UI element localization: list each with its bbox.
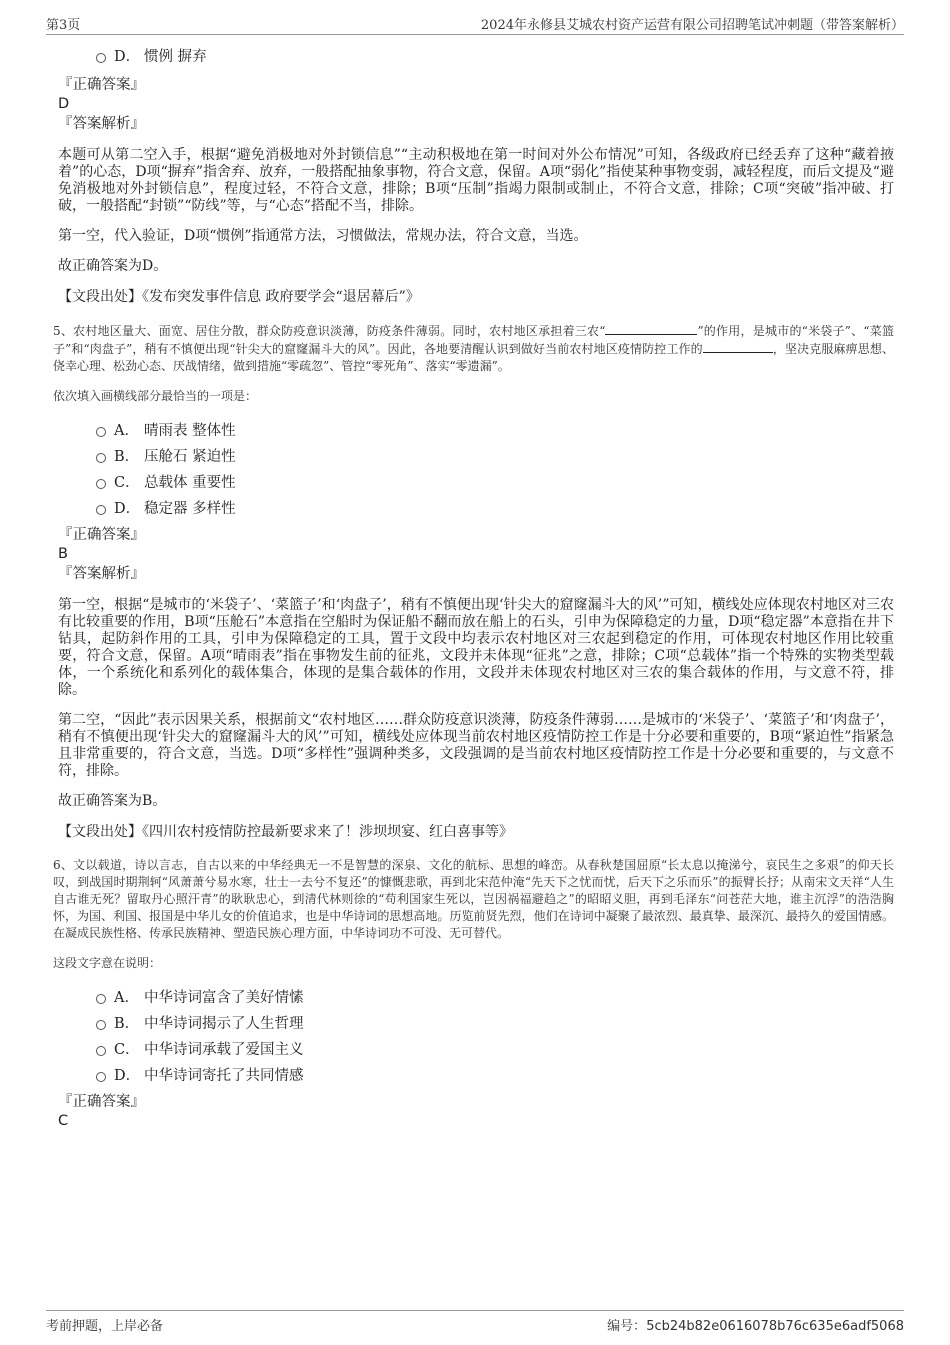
- q6-options: [58, 985, 894, 1089]
- source-title: 《四川农村疫情防控最新要求来了！涉坝坝宴、红白喜事等》: [142, 824, 513, 840]
- q6-answer: C: [58, 1113, 69, 1129]
- radio-icon[interactable]: [96, 53, 106, 63]
- option-key: B．: [114, 1016, 140, 1032]
- q5-stem-part3: ，坚决克服麻痹思想、侥幸心理、松劲心态、厌战情绪，做到措施“零疏忽”、管控“零死角”、落实“零遗漏”。: [53, 342, 894, 373]
- q4-answer: D: [58, 96, 70, 112]
- q6-option-b[interactable]: [58, 1011, 894, 1037]
- radio-icon[interactable]: [96, 427, 106, 437]
- option-key: B．: [114, 449, 140, 465]
- q5-blank-1: [605, 322, 697, 335]
- radio-icon[interactable]: [96, 1046, 106, 1056]
- q6-stem: 6、文以载道，诗以言志，自古以来的中华经典无一不是智慧的深泉、文化的航标、思想的峰峦。从春秋楚国屈原“长太息以掩涕兮，哀民生之多艰”的仰天长叹，到战国时期荆轲“风萧萧兮易水寒，壮士一去兮不复还”的慷慨悲歌，再到北宋范仲淹“先天下之忧而忧，后天下之乐而乐”的振臂长抒；从南宋文天祥“人生自古谁无死？留取丹心照汗青”的耿耿忠心，到清代林则徐的“苟利国家生死以，岂因祸福避趋之”的昭昭义胆，再到毛泽东“问苍茫大地，谁主沉浮”的浩浩胸怀，为国、利国、报国是中华儿女的价值追求，也是中华诗词的思想高地。历览前贤先烈，他们在诗词中凝聚了最浓烈、最真挚、最深沉、最持久的爱国情感。在凝成民族性格、传承民族精神、塑造民族心理方面，中华诗词功不可没、无可替代。: [53, 858, 894, 940]
- q5-answer: B: [58, 546, 68, 562]
- option-text: 中华诗词富含了美好情愫: [144, 990, 304, 1006]
- q6-option-c[interactable]: [58, 1037, 894, 1063]
- source-title: 《发布突发事件信息 政府要学会“退居幕后”》: [142, 289, 420, 305]
- page-number: 第3页: [46, 18, 81, 33]
- q4-answer-label: 『正确答案』: [58, 77, 145, 93]
- footer-slogan: 考前押题，上岸必备: [46, 1319, 164, 1334]
- q5-option-c[interactable]: [58, 470, 894, 496]
- option-text: 总载体 重要性: [144, 475, 236, 491]
- option-key: A．: [114, 423, 139, 439]
- option-key: C．: [114, 1042, 140, 1058]
- option-text: 稳定器 多样性: [144, 501, 236, 517]
- document-title: 2024年永修县艾城农村资产运营有限公司招聘笔试冲刺题（带答案解析）: [480, 18, 904, 33]
- q5-analysis-paragraph: 第二空，“因此”表示因果关系，根据前文“农村地区……群众防疫意识淡薄，防疫条件薄弱……是城市的‘米袋子’、‘菜篮子’和‘肉盘子’，稍有不慎便出现‘针尖大的窟窿漏斗大的风’”可知，横线处应体现当前农村地区疫情防控工作是十分必要和重要的，B项“紧迫性”指紧急且非常重要的，符合文意，当选。D项“多样性”强调种类多，文段强调的是当前农村地区疫情防控工作是十分必要和重要的，与文意不符，排除。: [58, 712, 894, 779]
- option-text: 压舱石 紧迫性: [144, 449, 236, 465]
- radio-icon[interactable]: [96, 453, 106, 463]
- q5-options: [58, 418, 894, 522]
- option-key: C．: [114, 475, 140, 491]
- page-footer: [46, 1310, 904, 1333]
- radio-icon[interactable]: [96, 479, 106, 489]
- q5-stem-part1: 5、农村地区量大、面宽、居住分散，群众防疫意识淡薄，防疫条件薄弱。同时，农村地区承担着三农“: [53, 324, 606, 338]
- q4-option-d[interactable]: [58, 44, 894, 70]
- option-key: D．: [114, 501, 141, 517]
- q5-answer-label: 『正确答案』: [58, 527, 145, 543]
- footer-code-label: 编号：: [607, 1319, 647, 1334]
- q5-prompt: 依次填入画横线部分最恰当的一项是：: [53, 389, 258, 403]
- q4-analysis-paragraph: 故正确答案为D。: [58, 258, 168, 274]
- source-label: 【文段出处】: [58, 289, 142, 305]
- q6-option-d[interactable]: [58, 1063, 894, 1089]
- q5-option-b[interactable]: [58, 444, 894, 470]
- q4-analysis-label: 『答案解析』: [58, 116, 145, 132]
- option-text: 中华诗词揭示了人生哲理: [144, 1016, 304, 1032]
- q4-analysis-paragraph: 第一空，代入验证，D项“惯例”指通常方法，习惯做法，常规办法，符合文意，当选。: [58, 228, 588, 244]
- footer-code: [607, 1315, 904, 1334]
- q4-analysis-paragraph: 本题可从第二空入手，根据“避免消极地对外封锁信息”“主动积极地在第一时间对外公布情况”可知，各级政府已经丢弃了这种“藏着掖着”的心态，D项“摒弃”指舍弃、放弃，一般搭配抽象事物，符合文意，保留。A项“弱化”指使某种事物变弱，减轻程度，而后文提及“避免消极地对外封锁信息”，程度过轻，不符合文意，排除；B项“压制”指竭力限制或制止，不符合文意，排除；C项“突破”指冲破、打破，一般搭配“封锁”“防线”等，与“心态”搭配不当，排除。: [58, 147, 894, 214]
- q5-stem-part2: ”的作用，是城市的“米袋子”、“菜篮子”和“肉盘子”，稍有不慎便出现“针尖大的窟窿漏斗大的风”。因此，各地要清醒认识到做好当前农村地区疫情防控工作的: [53, 324, 895, 356]
- q5-analysis-label: 『答案解析』: [58, 566, 145, 582]
- option-text: 中华诗词寄托了共同情感: [144, 1068, 304, 1084]
- radio-icon[interactable]: [96, 1020, 106, 1030]
- option-text: 中华诗词承载了爱国主义: [144, 1042, 304, 1058]
- option-key: D．: [114, 49, 141, 65]
- q6-option-a[interactable]: [58, 985, 894, 1011]
- q6-answer-label: 『正确答案』: [58, 1094, 145, 1110]
- q5-stem: [53, 322, 894, 375]
- source-label: 【文段出处】: [58, 824, 142, 840]
- option-key: A．: [114, 990, 139, 1006]
- q5-option-a[interactable]: [58, 418, 894, 444]
- radio-icon[interactable]: [96, 994, 106, 1004]
- option-key: D．: [114, 1068, 141, 1084]
- q5-analysis-paragraph: 故正确答案为B。: [58, 793, 167, 809]
- radio-icon[interactable]: [96, 505, 106, 515]
- q5-option-d[interactable]: [58, 496, 894, 522]
- option-text: 晴雨表 整体性: [144, 423, 236, 439]
- q5-source: [58, 823, 894, 841]
- q5-analysis-paragraph: 第一空，根据“是城市的‘米袋子’、‘菜篮子’和‘肉盘子’，稍有不慎便出现‘针尖大的窟窿漏斗大的风’”可知，横线处应体现农村地区对三农有比较重要的作用，B项“压舱石”本意指在空船时为保证船不翻而放在船上的石头，引申为保障稳定的力量，D项“稳定器”本意指在井下钻具，起防斜作用的工具，引申为保障稳定的工具，置于文段中均表示农村地区对三农起到稳定的作用，可体现农村地区作用比较重要，符合文意，保留。A项“晴雨表”指在事物发生前的征兆，文段并未体现“征兆”之意，排除；C项“总载体”指一个特殊的实物类型载体，一个系统化和系列化的载体集合，体现的是集合载体的作用，文段并未体现农村地区对三农的集合载体的作用，与文意不符，排除。: [58, 597, 894, 698]
- footer-code-value: 5cb24b82e0616078b76c635e6adf5068: [646, 1319, 904, 1334]
- q6-prompt: 这段文字意在说明：: [53, 956, 162, 970]
- option-text: 惯例 摒弃: [144, 49, 207, 65]
- radio-icon[interactable]: [96, 1072, 106, 1082]
- q5-blank-2: [703, 340, 773, 353]
- q4-source: [58, 288, 894, 306]
- page-content: [53, 44, 895, 1130]
- page-header: [46, 14, 904, 35]
